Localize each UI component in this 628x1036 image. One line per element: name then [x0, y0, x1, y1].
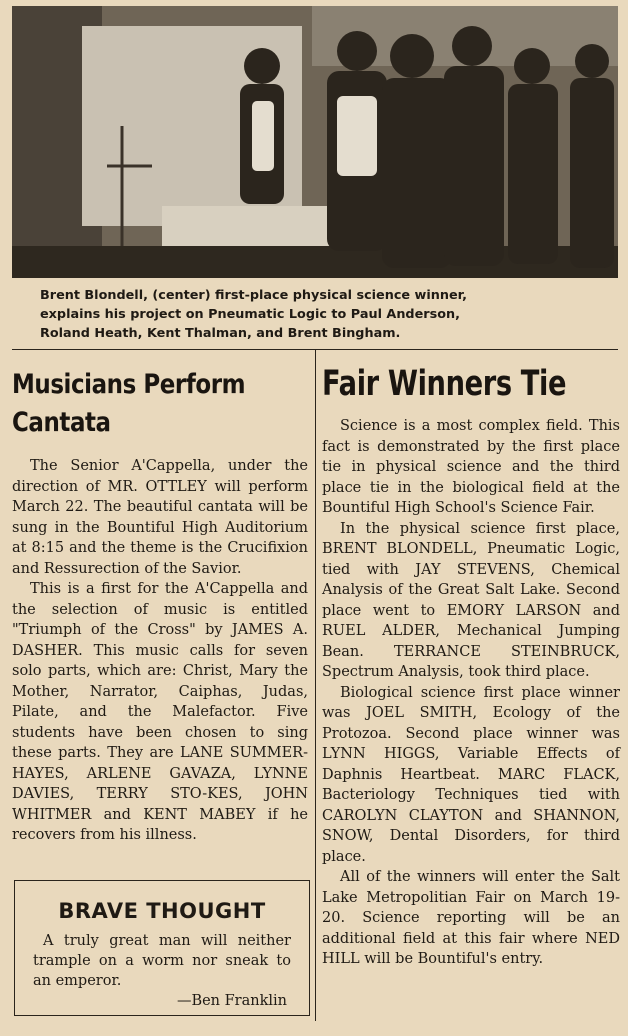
musicians-article [12, 360, 308, 846]
column-divider [315, 349, 316, 1021]
brave-thought-box [14, 880, 310, 1016]
quote-title: BRAVE THOUGHT [58, 899, 266, 923]
article-headline [12, 366, 264, 442]
photo-illustration [12, 6, 618, 278]
headline-line: Cantata [12, 407, 111, 438]
caption-line: explains his project on Pneumatic Logic to Paul Anderson, [40, 307, 460, 322]
photo-caption [40, 286, 600, 343]
article-paragraph: This is a first for the A'Cappella and the selection of music is entitled "Triumph of the Cross" by JAMES A. DASHER. This music calls for seven solo parts, which are: Christ, Mary the Mother, Narrator, Caiphas, Judas, Pilate, and the Malefactor. Five students have been chosen to sing these parts. They are LANE SUMMER-HAYES, ARLENE GAVAZA, LYNNE DAVIES, TERRY STO-KES, JOHN WHITMER and KENT MABEY if he recovers from his illness. [12, 581, 308, 843]
headline-line: Musicians Perform [12, 369, 246, 400]
quote-text: A truly great man will neither trample on a worm nor sneak to an emperor. [33, 933, 291, 989]
article-headline: Fair Winners Tie [322, 364, 567, 404]
article-paragraph: Biological science first place winner was JOEL SMITH, Ecology of the Protozoa. Second place winner was LYNN HIGGS, Variable Effects of Daphnis Heartbeat. MARC FLACK, Bacteriology Techniques tied with CAROLYN CLAYTON and SHANNON, SNOW, Dental Disorders, for third place. [322, 684, 620, 865]
students-at-science-fair-photo [12, 6, 618, 278]
fair-winners-article [322, 360, 620, 970]
article-paragraph: In the physical science first place, BRENT BLONDELL, Pneumatic Logic, tied with JAY STEVENS, Chemical Analysis of the Great Salt Lake. Second place went to EMORY LARSON and RUEL ALDER, Mechanical Jumping Bean. TERRANCE STEINBRUCK, Spectrum Analysis, took third place. [322, 520, 620, 680]
article-paragraph: The Senior A'Cappella, under the direction of MR. OTTLEY will perform March 22. The beautiful cantata will be sung in the Bountiful High Auditorium at 8:15 and the theme is the Crucifixion and Ressurection of the Savior. [12, 458, 308, 577]
caption-line: Roland Heath, Kent Thalman, and Brent Bingham. [40, 326, 401, 341]
quote-author: —Ben Franklin [176, 993, 287, 1009]
caption-line: Brent Blondell, (center) first-place physical science winner, [40, 288, 467, 303]
article-paragraph: Science is a most complex field. This fact is demonstrated by the first place tie in physical science and the third place tie in the biological field at the Bountiful High School's Science Fair. [322, 418, 620, 516]
article-paragraph: All of the winners will enter the Salt Lake Metropolitian Fair on March 19-20. Science reporting will be an additional field at this fair where NED HILL will be Bountiful's entry. [322, 869, 620, 967]
